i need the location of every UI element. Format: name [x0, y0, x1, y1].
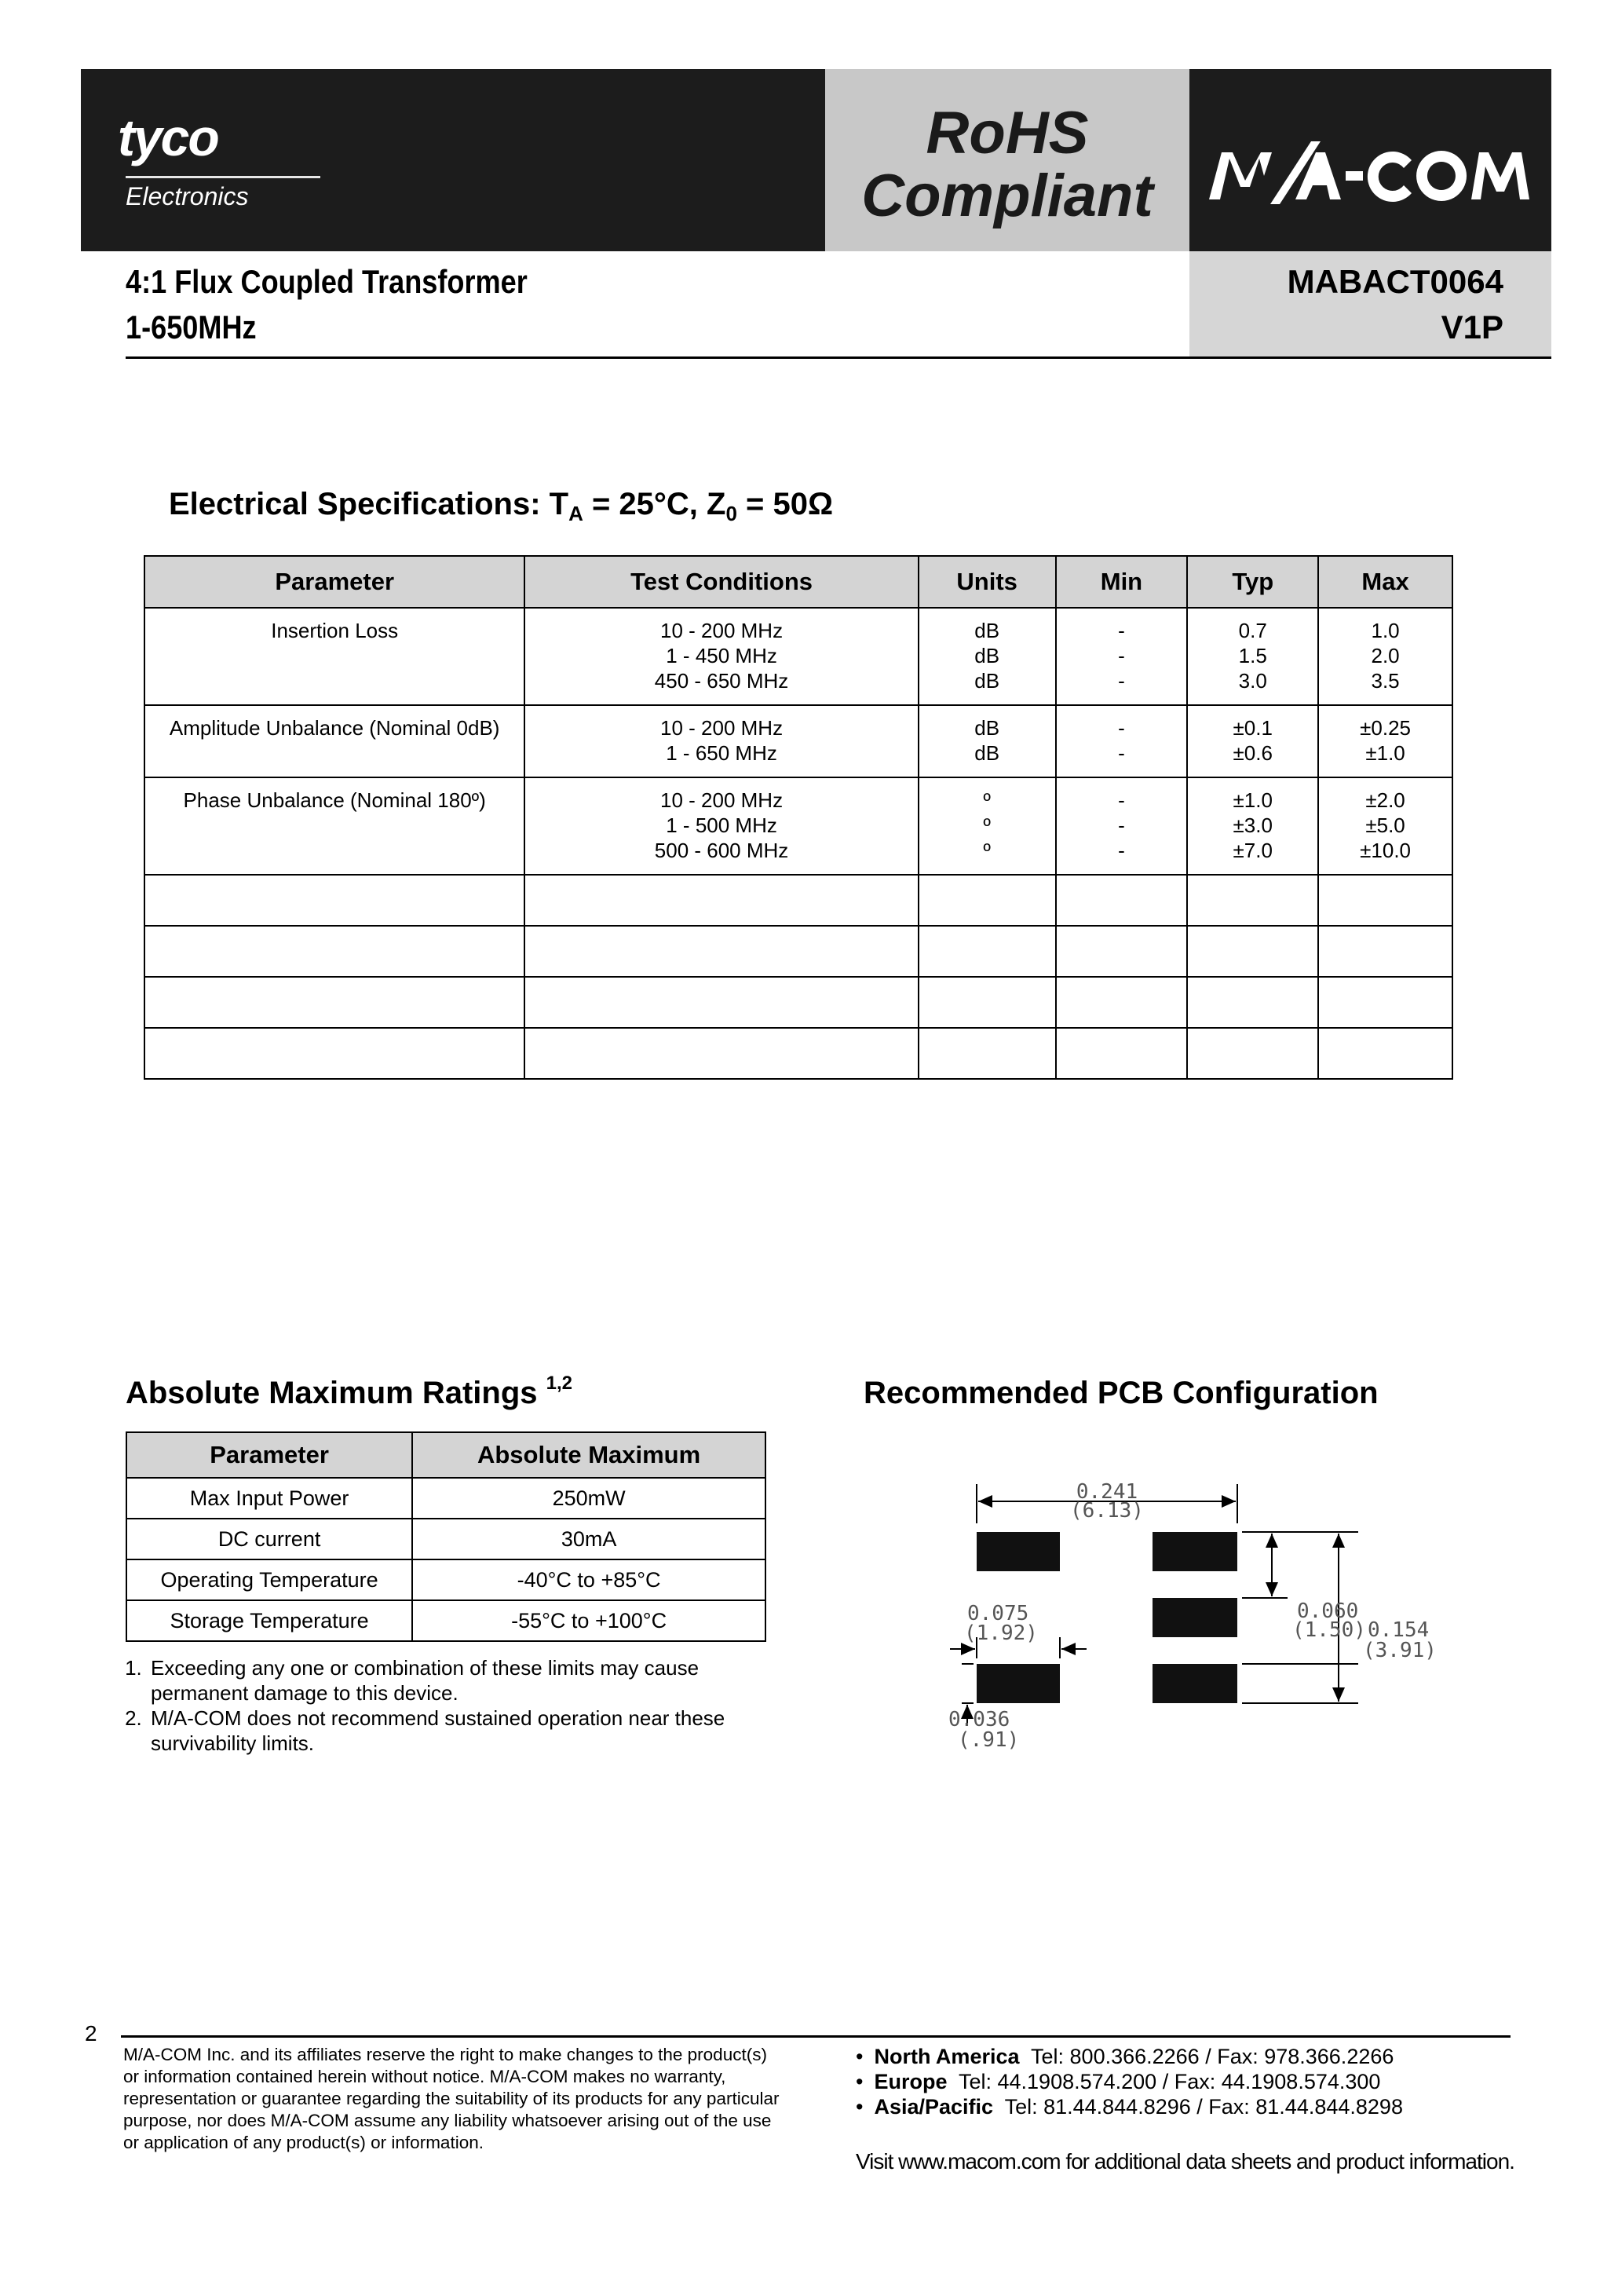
typ-value: ±0.1 [1233, 716, 1273, 740]
typ-value: ±7.0 [1233, 839, 1273, 862]
dim-height-mm: (3.91) [1363, 1639, 1437, 1662]
min-value: - [1118, 741, 1125, 765]
empty-table-row [144, 875, 1452, 926]
column-header: Test Conditions [524, 556, 918, 608]
empty-cell [1056, 977, 1188, 1028]
typ-cell [1187, 608, 1318, 705]
table-row [144, 705, 1452, 777]
unit-value: dB [974, 669, 1000, 693]
dim-pitch-mm: (1.50) [1292, 1618, 1366, 1642]
parameter-cell: Storage Temperature [126, 1600, 412, 1641]
tyco-logo-subtitle: Electronics [126, 182, 249, 210]
conditions-cell [524, 777, 918, 875]
dim-pad-h-mm: (.91) [958, 1728, 1020, 1752]
pcb-pad [1153, 1532, 1237, 1571]
dim-width-mm: (6.13) [1070, 1499, 1144, 1523]
column-header: Min [1056, 556, 1188, 608]
contact-region: North America [874, 2045, 1020, 2068]
value-cell: 250mW [412, 1478, 765, 1519]
absolute-max-title [126, 1373, 572, 1411]
contact-info: Tel: 44.1908.574.200 / Fax: 44.1908.574.300 [958, 2070, 1381, 2093]
units-cell [919, 777, 1056, 875]
contact-info: Tel: 800.366.2266 / Fax: 978.366.2266 [1031, 2045, 1394, 2068]
contact-list [856, 2044, 1403, 2119]
typ-value: 0.7 [1238, 619, 1267, 642]
header-rule [126, 356, 1551, 359]
empty-cell [1187, 875, 1318, 926]
typ-value: 3.0 [1238, 669, 1267, 693]
contact-info: Tel: 81.44.844.8296 / Fax: 81.44.844.8298 [1004, 2095, 1403, 2119]
parameter-cell [144, 705, 524, 777]
table-row [126, 1519, 765, 1559]
tyco-logo: tyco [118, 108, 218, 166]
unit-value: dB [974, 644, 1000, 667]
empty-cell [524, 875, 918, 926]
pcb-pad [977, 1532, 1060, 1571]
unit-value: º [983, 839, 991, 862]
product-title [126, 259, 528, 350]
min-value: - [1118, 644, 1125, 667]
pcb-footprint-diagram [919, 1476, 1437, 1767]
conditions-cell [524, 608, 918, 705]
parameter-cell: Max Input Power [126, 1478, 412, 1519]
parameter-name: Insertion Loss [271, 619, 399, 642]
empty-cell [1187, 926, 1318, 977]
typ-value: ±3.0 [1233, 813, 1273, 837]
empty-cell [1318, 977, 1452, 1028]
footnote: 1. Exceeding any one or combination of these limits may cause permanent damage to this device. [148, 1655, 791, 1706]
column-header: Units [919, 556, 1056, 608]
footer-rule [121, 2035, 1511, 2038]
page-number: 2 [85, 2021, 97, 2046]
parameter-cell: DC current [126, 1519, 412, 1559]
typ-value: ±1.0 [1233, 788, 1273, 812]
unit-value: º [983, 813, 991, 837]
parameter-cell [144, 777, 524, 875]
dim-width-in: 0.241 [1076, 1480, 1138, 1504]
parameter-cell [144, 608, 524, 705]
typ-value: 1.5 [1238, 644, 1267, 667]
website-note: Visit www.macom.com for additional data sheets and product information. [856, 2149, 1514, 2174]
product-title-line-1: 4:1 Flux Coupled Transformer [126, 263, 528, 300]
min-value: - [1118, 669, 1125, 693]
es-title-sub-a: A [568, 502, 583, 525]
max-cell [1318, 608, 1452, 705]
es-title-prefix: Electrical Specifications: T [169, 487, 569, 521]
value-cell: -55°C to +100°C [412, 1600, 765, 1641]
unit-value: º [983, 788, 991, 812]
empty-cell [524, 977, 918, 1028]
max-value: 3.5 [1371, 669, 1400, 693]
unit-value: dB [974, 741, 1000, 765]
footnote: 2. M/A-COM does not recommend sustained operation near these survivability limits. [148, 1706, 791, 1756]
dim-pad-w-in: 0.075 [967, 1602, 1029, 1625]
min-value: - [1118, 813, 1125, 837]
units-cell [919, 608, 1056, 705]
empty-cell [144, 977, 524, 1028]
dim-pad-w-mm: (1.92) [964, 1621, 1038, 1645]
max-cell [1318, 777, 1452, 875]
max-value: ±0.25 [1360, 716, 1411, 740]
empty-table-row [144, 977, 1452, 1028]
table-row [126, 1600, 765, 1641]
unit-value: dB [974, 716, 1000, 740]
contact-item [856, 2044, 1403, 2069]
condition-value: 450 - 650 MHz [654, 669, 789, 693]
empty-cell [919, 1028, 1056, 1079]
es-title-sub-0: 0 [725, 502, 737, 525]
empty-table-row [144, 1028, 1452, 1079]
typ-cell [1187, 705, 1318, 777]
empty-cell [1056, 1028, 1188, 1079]
absolute-max-table [126, 1431, 766, 1642]
am-title-footnote: 1,2 [546, 1373, 573, 1394]
parameter-name: Phase Unbalance (Nominal 180º) [183, 788, 486, 812]
empty-table-row [144, 926, 1452, 977]
disclaimer: M/A-COM Inc. and its affiliates reserve the right to make changes to the product(s) or information contained herein without notice. M/A-COM makes no warranty, representation or guarantee regarding the suitability of its products for any particular purpose, nor does M/A-COM assume any liability whatsoever arising out of the use or application of any product(s) or information. [123, 2045, 780, 2152]
empty-cell [144, 1028, 524, 1079]
condition-value: 500 - 600 MHz [654, 839, 789, 862]
parameter-name: Amplitude Unbalance (Nominal 0dB) [169, 716, 500, 740]
pcb-pad [977, 1664, 1060, 1703]
empty-cell [1187, 1028, 1318, 1079]
table-row [126, 1478, 765, 1519]
min-cell [1056, 777, 1188, 875]
table-row [126, 1559, 765, 1600]
part-info [1189, 259, 1503, 350]
min-value: - [1118, 839, 1125, 862]
rohs-badge [825, 102, 1189, 228]
value-cell: -40°C to +85°C [412, 1559, 765, 1600]
contact-item [856, 2094, 1403, 2119]
condition-value: 1 - 450 MHz [666, 644, 777, 667]
version: V1P [1441, 309, 1503, 345]
condition-value: 1 - 650 MHz [666, 741, 777, 765]
logo-divider [126, 176, 320, 178]
empty-cell [1056, 875, 1188, 926]
empty-cell [524, 926, 918, 977]
rohs-line-1: RoHS [926, 100, 1089, 166]
table-row [144, 608, 1452, 705]
pcb-pad [1153, 1664, 1237, 1703]
macom-logo [1209, 137, 1531, 215]
empty-cell [1056, 926, 1188, 977]
part-number: MABACT0064 [1287, 263, 1503, 300]
empty-cell [1318, 926, 1452, 977]
column-header: Max [1318, 556, 1452, 608]
contact-region: Asia/Pacific [874, 2095, 994, 2119]
column-header: Parameter [144, 556, 524, 608]
max-value: 2.0 [1371, 644, 1400, 667]
unit-value: dB [974, 619, 1000, 642]
table-header-row [144, 556, 1452, 608]
dim-pad-h-in: 0.036 [948, 1708, 1010, 1731]
empty-cell [144, 875, 524, 926]
empty-cell [524, 1028, 918, 1079]
typ-cell [1187, 777, 1318, 875]
parameter-cell: Operating Temperature [126, 1559, 412, 1600]
value-cell: 30mA [412, 1519, 765, 1559]
max-value: ±2.0 [1365, 788, 1405, 812]
units-cell [919, 705, 1056, 777]
min-value: - [1118, 619, 1125, 642]
max-value: 1.0 [1371, 619, 1400, 642]
empty-cell [144, 926, 524, 977]
conditions-cell [524, 705, 918, 777]
column-header: Typ [1187, 556, 1318, 608]
min-cell [1056, 705, 1188, 777]
condition-value: 10 - 200 MHz [660, 788, 784, 812]
max-value: ±5.0 [1365, 813, 1405, 837]
condition-value: 10 - 200 MHz [660, 716, 784, 740]
empty-cell [919, 926, 1056, 977]
condition-value: 10 - 200 MHz [660, 619, 784, 642]
electrical-specs-title [169, 487, 833, 526]
empty-cell [1187, 977, 1318, 1028]
contact-region: Europe [874, 2070, 948, 2093]
am-title-text: Absolute Maximum Ratings [126, 1376, 538, 1410]
typ-value: ±0.6 [1233, 741, 1273, 765]
condition-value: 1 - 500 MHz [666, 813, 777, 837]
es-title-suffix: = 50Ω [736, 487, 834, 521]
pcb-config-title: Recommended PCB Configuration [864, 1376, 1379, 1410]
min-value: - [1118, 788, 1125, 812]
empty-cell [1318, 875, 1452, 926]
product-title-line-2: 1-650MHz [126, 309, 257, 345]
electrical-specs-table [144, 555, 1453, 1080]
max-value: ±10.0 [1360, 839, 1411, 862]
min-cell [1056, 608, 1188, 705]
rohs-line-2: Compliant [861, 163, 1153, 229]
table-row [144, 777, 1452, 875]
pcb-pad [1153, 1598, 1237, 1637]
max-cell [1318, 705, 1452, 777]
footnotes [116, 1655, 791, 1756]
empty-cell [919, 875, 1056, 926]
empty-cell [1318, 1028, 1452, 1079]
contact-item [856, 2069, 1403, 2094]
column-header: Absolute Maximum [412, 1432, 765, 1478]
column-header: Parameter [126, 1432, 412, 1478]
dim-height-in: 0.154 [1368, 1618, 1430, 1642]
es-title-mid: = 25°C, Z [583, 487, 726, 521]
max-value: ±1.0 [1365, 741, 1405, 765]
dim-pitch-in: 0.060 [1297, 1600, 1359, 1623]
empty-cell [919, 977, 1056, 1028]
min-value: - [1118, 716, 1125, 740]
table-header-row [126, 1432, 765, 1478]
